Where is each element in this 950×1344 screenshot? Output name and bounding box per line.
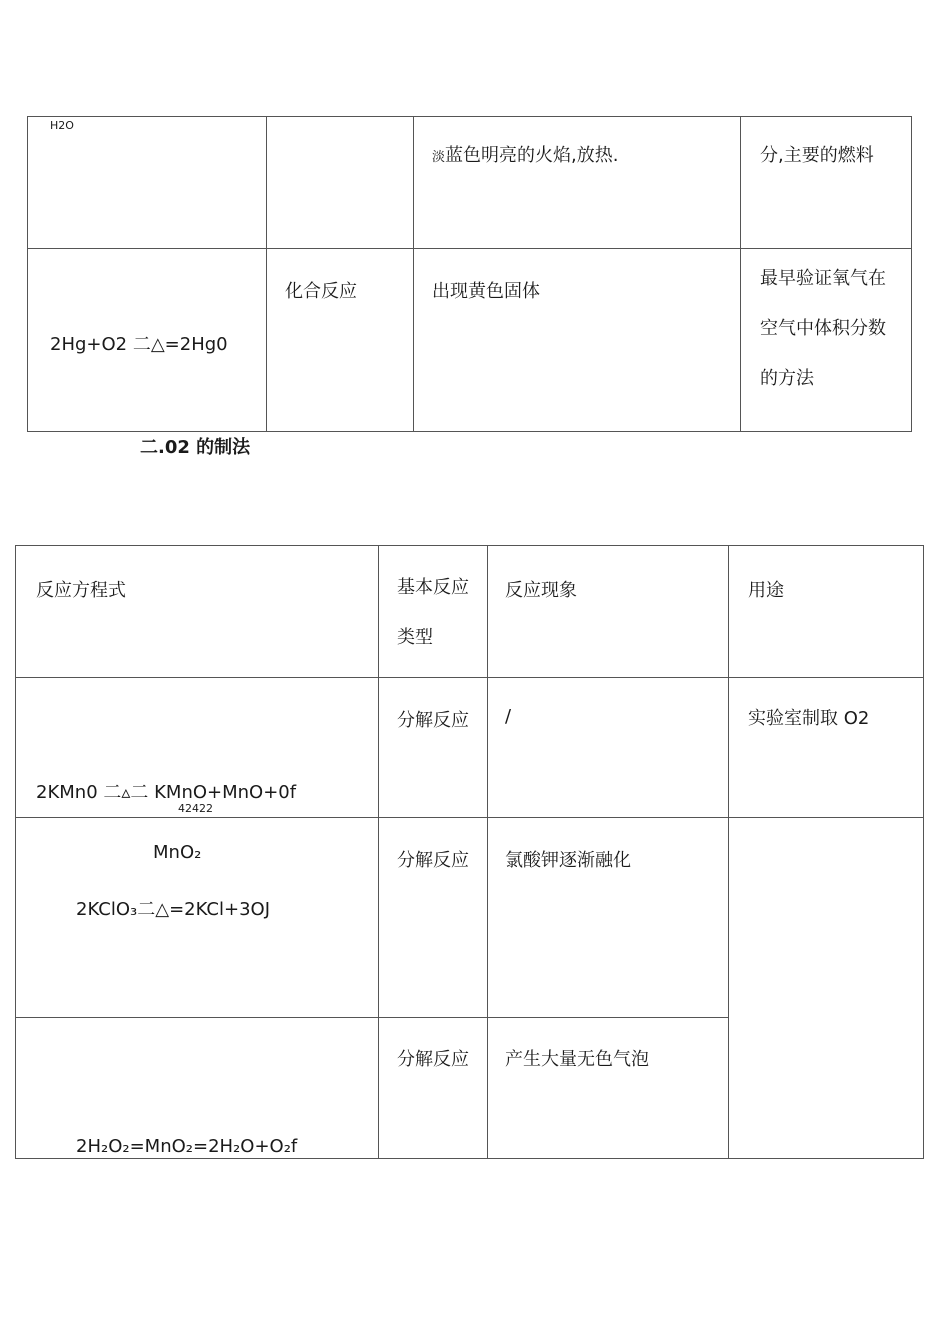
use-cell xyxy=(741,117,912,249)
use-cell-merged xyxy=(729,818,924,1159)
use-text: 最早验证氧气在 空气中体积分数 的方法 xyxy=(760,268,886,389)
phenomenon-cell: 产生大量无色气泡 xyxy=(488,1018,729,1159)
header-type: 基本反应 类型 xyxy=(379,546,488,678)
table-row xyxy=(16,678,924,818)
table-row xyxy=(28,117,912,249)
equation-text: 2KClO₃二△=2KCl+3OJ xyxy=(76,899,271,920)
phenomenon-cell: 氯酸钾逐渐融化 xyxy=(488,818,729,1018)
formula-text: H2O xyxy=(50,119,74,132)
formula-cell xyxy=(28,249,267,432)
header-row xyxy=(16,546,924,678)
equation-cell xyxy=(16,1018,379,1159)
use-cell xyxy=(741,249,912,432)
equation-text: 2KMn0 二▵二 KMnO+MnO+0f xyxy=(36,782,297,803)
phenomenon-cell xyxy=(414,249,741,432)
type-cell xyxy=(267,117,414,249)
equation-cell xyxy=(16,818,379,1018)
catalyst-text: MnO₂ xyxy=(153,842,202,863)
header-phenomenon: 反应现象 xyxy=(488,546,729,678)
type-cell: 分解反应 xyxy=(379,818,488,1018)
section-heading: 二.02 的制法 xyxy=(140,437,251,458)
use-text: 分,主要的燃料 xyxy=(760,145,874,166)
phenomenon-cell: / xyxy=(488,678,729,818)
header-equation: 反应方程式 xyxy=(16,546,379,678)
equation-text: 2H₂O₂=MnO₂=2H₂O+O₂f xyxy=(76,1136,298,1157)
header-use: 用途 xyxy=(729,546,924,678)
equation-cell xyxy=(16,678,379,818)
oxygen-preparation-table xyxy=(15,545,924,1159)
formula-cell xyxy=(28,117,267,249)
phenomenon-text: 出现黄色固体 xyxy=(432,281,540,302)
reaction-type-text: 化合反应 xyxy=(285,281,357,302)
equation-text: 2Hg+O2 二△=2Hg0 xyxy=(50,334,228,355)
reactions-table-continued xyxy=(27,116,912,432)
type-cell: 分解反应 xyxy=(379,1018,488,1159)
type-cell: 分解反应 xyxy=(379,678,488,818)
use-cell: 实验室制取 O2 xyxy=(729,678,924,818)
type-cell xyxy=(267,249,414,432)
table-row xyxy=(28,249,912,432)
equation-subscripts: 42422 xyxy=(178,802,213,815)
phenomenon-text: 淡蓝色明亮的火焰,放热. xyxy=(432,145,619,166)
phenomenon-cell xyxy=(414,117,741,249)
table-row xyxy=(16,818,924,1018)
